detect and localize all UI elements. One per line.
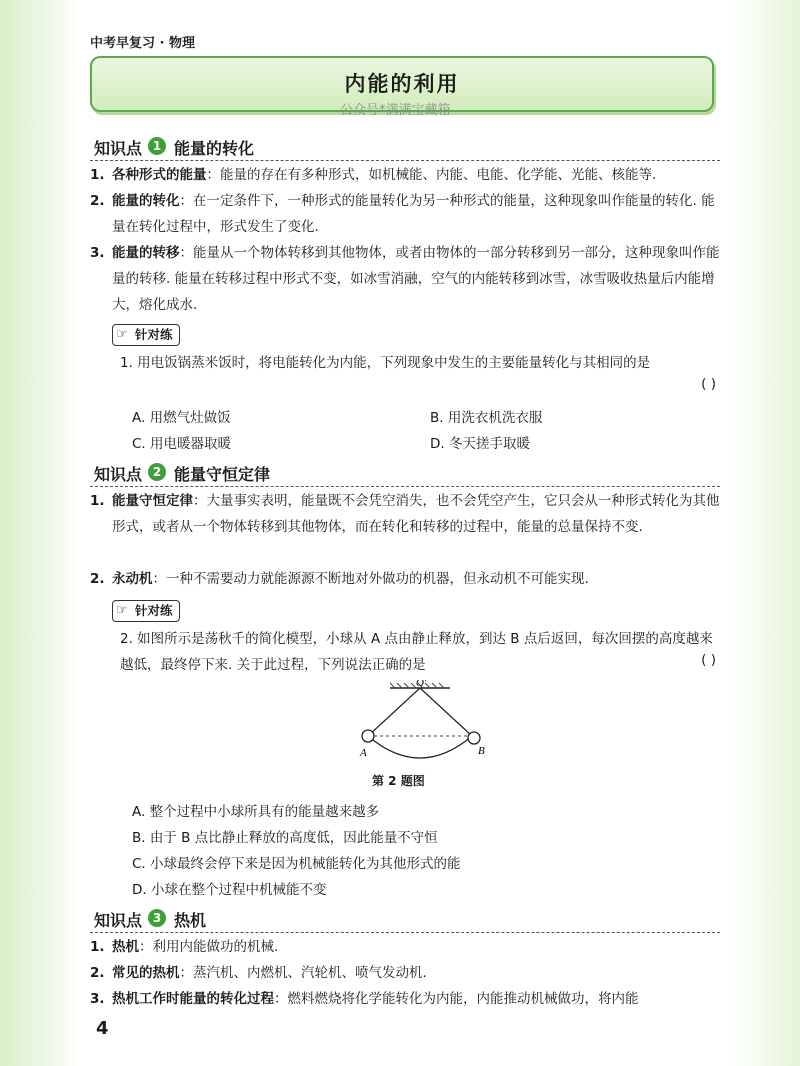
kp1-number-badge: 1 (148, 137, 166, 155)
kp1-item-2: 2. 能量的转化：在一定条件下，一种形式的能量转化为另一种形式的能量，这种现象叫作能量的转化. 能量在转化过程中，形式发生了变化. (90, 193, 715, 235)
question-1-answer-paren: ( ) (701, 376, 716, 392)
point-a-label: A (360, 747, 367, 759)
figure-caption: 第 2 题图 (372, 774, 425, 788)
ball-b (468, 732, 480, 744)
q1-option-a: A. 用燃气灶做饭 (132, 410, 231, 426)
string-to-b (420, 688, 472, 736)
kp2-item-2: 2. 永动机：一种不需要动力就能源源不断地对外做功的机器，但永动机不可能实现. (90, 571, 589, 587)
item-text: ：利用内能做功的机械. (139, 939, 279, 955)
item-text: ：能量从一个物体转移到其他物体，或者由物体的一部分转移到另一部分，这种现象叫作能量的转移. 能量在转移过程中形式不变，如冰雪消融，空气的内能转移到冰雪，冰雪吸收热量后内能增大，熔化成水. (112, 245, 720, 313)
kp2-heading (90, 460, 720, 487)
term: 常见的热机 (112, 965, 180, 981)
q2-option-c: C. 小球最终会停下来是因为机械能转化为其他形式的能 (132, 856, 461, 872)
q2-option-b: B. 由于 B 点比静止释放的高度低，因此能量不守恒 (132, 830, 438, 846)
kp3-item-1: 1. 热机：利用内能做功的机械. (90, 939, 279, 955)
kp3-item-3: 3. 热机工作时能量的转化过程：燃料燃烧将化学能转化为内能，内能推动机械做功，将内能 (90, 991, 639, 1007)
term: 各种形式的能量 (112, 167, 207, 183)
question-1-stem: 1. 用电饭锅蒸米饭时，将电能转化为内能，下列现象中发生的主要能量转化与其相同的是 (120, 355, 651, 371)
kp1-item-3: 3. 能量的转移：能量从一个物体转移到其他物体，或者由物体的一部分转移到另一部分，这种现象叫作能量的转移. 能量在转移过程中形式不变，如冰雪消融，空气的内能转移到冰雪，冰雪吸收热量后内能增大，熔化成水. (90, 245, 720, 313)
practice-tag-1: ☞ 针对练 (112, 324, 180, 346)
term: 能量的转移 (112, 245, 180, 261)
kp1-item-1: 1. 各种形式的能量：能量的存在有多种形式，如机械能、内能、电能、化学能、光能、核能等. (90, 167, 657, 183)
pointing-hand-icon: ☞ (116, 327, 128, 342)
kp1-title: 能量的转化 (174, 139, 255, 158)
item-text: ：燃料燃烧将化学能转化为内能，内能推动机械做功，将内能 (274, 991, 639, 1007)
term: 热机工作时能量的转化过程 (112, 991, 274, 1007)
term: 永动机 (112, 571, 153, 587)
kp1-heading (90, 134, 720, 161)
ball-a (362, 730, 374, 742)
q2-option-d: D. 小球在整个过程中机械能不变 (132, 882, 327, 898)
kp2-number-badge: 2 (148, 463, 166, 481)
pendulum-figure (340, 680, 500, 770)
item-text: ：蒸汽机、内燃机、汽轮机、喷气发动机. (179, 965, 427, 981)
term: 能量的转化 (112, 193, 180, 209)
pointing-hand-icon: ☞ (116, 603, 128, 618)
kp2-label: 知识点 (94, 465, 143, 484)
term: 能量守恒定律 (112, 493, 193, 509)
point-b-label: B (478, 745, 485, 757)
item-text: ：能量的存在有多种形式，如机械能、内能、电能、化学能、光能、核能等. (206, 167, 657, 183)
page-number: 4 (96, 1018, 109, 1039)
string-to-a (368, 688, 420, 736)
kp2-item-1: 1. 能量守恒定律：大量事实表明，能量既不会凭空消失，也不会凭空产生，它只会从一种形式转化为其他形式，或者从一个物体转移到其他物体，而在转化和转移的过程中，能量的总量保持不变. (90, 493, 720, 535)
item-text: ：大量事实表明，能量既不会凭空消失，也不会凭空产生，它只会从一种形式转化为其他形式，或者从一个物体转移到其他物体，而在转化和转移的过程中，能量的总量保持不变. (112, 493, 720, 535)
question-2-answer-paren: ( ) (701, 652, 716, 668)
practice-tag-2: ☞ 针对练 (112, 600, 180, 622)
kp3-heading (90, 906, 720, 933)
q1-option-c: C. 用电暖器取暖 (132, 436, 232, 452)
kp1-label: 知识点 (94, 139, 143, 158)
question-2 (120, 626, 720, 678)
swing-arc (368, 736, 472, 758)
item-text: ：一种不需要动力就能源源不断地对外做功的机器，但永动机不可能实现. (152, 571, 589, 587)
question-2-stem: 2. 如图所示是荡秋千的简化模型，小球从 A 点由静止释放，到达 B 点后返回，每次回摆的高度越来越低，最终停下来. 关于此过程，下列说法正确的是 (120, 631, 713, 673)
kp3-number-badge: 3 (148, 909, 166, 927)
term: 热机 (112, 939, 139, 955)
kp3-title: 热机 (174, 911, 207, 930)
page-title: 内能的利用 (344, 72, 460, 96)
kp3-label: 知识点 (94, 911, 143, 930)
watermark: 公众号*满满宝藏箱 (340, 103, 451, 118)
header-label: 中考早复习 · 物理 (90, 36, 195, 51)
pivot-label: O′ (416, 680, 427, 689)
question-1 (120, 350, 720, 376)
q1-option-b: B. 用洗衣机洗衣服 (430, 410, 543, 426)
kp2-title: 能量守恒定律 (174, 465, 271, 484)
kp3-item-2: 2. 常见的热机：蒸汽机、内燃机、汽轮机、喷气发动机. (90, 965, 427, 981)
item-text: ：在一定条件下，一种形式的能量转化为另一种形式的能量，这种现象叫作能量的转化. 能量在转化过程中，形式发生了变化. (112, 193, 715, 235)
q1-option-d: D. 冬天搓手取暖 (430, 436, 530, 452)
q2-option-a: A. 整个过程中小球所具有的能量越来越多 (132, 804, 380, 820)
